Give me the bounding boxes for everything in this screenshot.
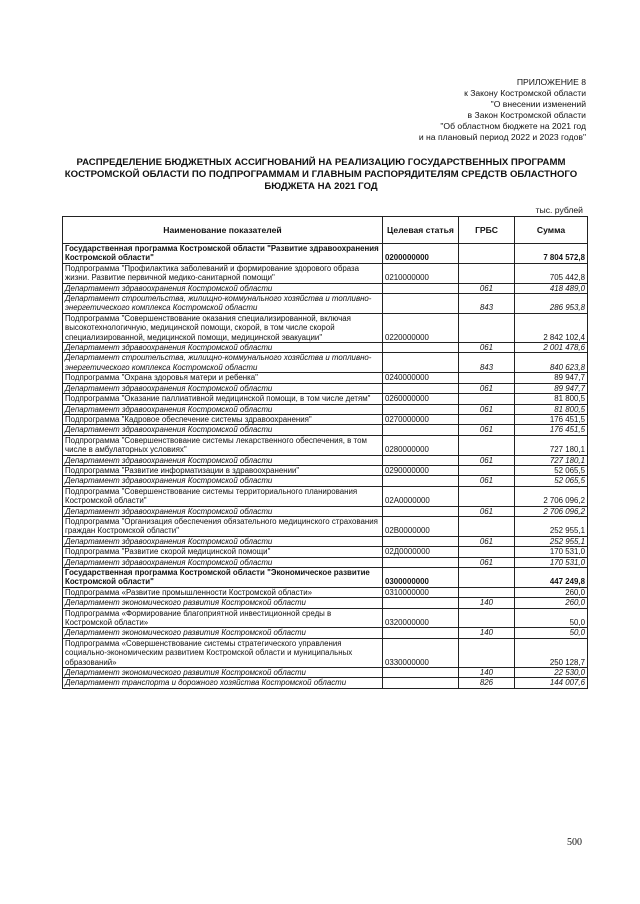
cell-sum: 260,0 (515, 598, 588, 608)
header-sum: Сумма (515, 217, 588, 244)
table-row (63, 373, 588, 383)
cell-grbs: 140 (459, 598, 515, 608)
cell-name: Подпрограмма «Совершенствование системы стратегического управления социально-экономическим развитием Костромской области и муниципальных образований» (63, 638, 383, 667)
cell-grbs: 061 (459, 404, 515, 414)
appendix-header (419, 77, 586, 143)
cell-target-article (383, 455, 459, 465)
table-row (63, 353, 588, 373)
table-body (63, 244, 588, 689)
cell-grbs: 061 (459, 283, 515, 293)
cell-name: Подпрограмма "Оказание паллиативной медицинской помощи, в том числе детям" (63, 394, 383, 404)
header-target-article: Целевая статья (383, 217, 459, 244)
cell-name: Департамент экономического развития Костромской области (63, 628, 383, 638)
cell-grbs (459, 547, 515, 557)
cell-target-article: 0300000000 (383, 568, 459, 588)
cell-grbs (459, 516, 515, 536)
cell-sum: 170 531,0 (515, 557, 588, 567)
budget-table (62, 216, 588, 689)
cell-grbs: 061 (459, 455, 515, 465)
cell-name: Департамент здравоохранения Костромской области (63, 536, 383, 546)
cell-grbs: 061 (459, 425, 515, 435)
cell-target-article (383, 678, 459, 688)
cell-name: Департамент транспорта и дорожного хозяйства Костромской области (63, 678, 383, 688)
cell-grbs: 061 (459, 557, 515, 567)
cell-sum: 176 451,5 (515, 425, 588, 435)
cell-name: Департамент экономического развития Костромской области (63, 598, 383, 608)
units-label: тыс. рублей (535, 205, 583, 215)
table-row (63, 465, 588, 475)
table-row (63, 678, 588, 688)
cell-sum: 727 180,1 (515, 455, 588, 465)
cell-sum: 260,0 (515, 587, 588, 597)
cell-grbs (459, 587, 515, 597)
cell-sum: 89 947,7 (515, 373, 588, 383)
cell-grbs: 843 (459, 294, 515, 314)
cell-sum: 170 531,0 (515, 547, 588, 557)
appendix-line: в Закон Костромской области (467, 110, 586, 120)
appendix-line: к Закону Костромской области (464, 88, 586, 98)
table-row (63, 598, 588, 608)
cell-name: Государственная программа Костромской области "Развитие здравоохранения Костромской области" (63, 244, 383, 264)
cell-name: Департамент здравоохранения Костромской области (63, 343, 383, 353)
header-name: Наименование показателей (63, 217, 383, 244)
cell-grbs (459, 313, 515, 342)
cell-sum: 418 489,0 (515, 283, 588, 293)
cell-target-article (383, 628, 459, 638)
cell-target-article (383, 404, 459, 414)
cell-sum: 7 804 572,8 (515, 244, 588, 264)
table-row (63, 263, 588, 283)
document-title: РАСПРЕДЕЛЕНИЕ БЮДЖЕТНЫХ АССИГНОВАНИЙ НА РЕАЛИЗАЦИЮ ГОСУДАРСТВЕННЫХ ПРОГРАММ КОСТРОМСКОЙ ОБЛАСТИ ПО ПОДПРОГРАММАМ И ГЛАВНЫМ РАСПОРЯДИТЕЛЯМ СРЕДСТВ ОБЛАСТНОГО БЮДЖЕТА НА 2021 ГОД (64, 157, 578, 192)
cell-grbs: 061 (459, 536, 515, 546)
table-header-row (63, 217, 588, 244)
cell-target-article: 0260000000 (383, 394, 459, 404)
cell-target-article (383, 383, 459, 393)
appendix-line: ПРИЛОЖЕНИЕ 8 (516, 77, 586, 87)
cell-target-article (383, 557, 459, 567)
cell-grbs (459, 465, 515, 475)
cell-target-article: 0310000000 (383, 587, 459, 597)
cell-name: Подпрограмма "Совершенствование оказания специализированной, включая высокотехнологичную, медицинской помощи, скорой, в том числе скорой специализированной, медицинской помощи, медицинской эвакуации" (63, 313, 383, 342)
cell-sum: 2 706 096,2 (515, 506, 588, 516)
table-row (63, 414, 588, 424)
cell-grbs (459, 435, 515, 455)
cell-name: Департамент здравоохранения Костромской области (63, 455, 383, 465)
cell-target-article (383, 353, 459, 373)
cell-sum: 727 180,1 (515, 435, 588, 455)
page-number: 500 (567, 837, 582, 848)
cell-target-article (383, 668, 459, 678)
table-row (63, 506, 588, 516)
cell-sum: 250 128,7 (515, 638, 588, 667)
cell-grbs: 061 (459, 343, 515, 353)
cell-target-article: 0280000000 (383, 435, 459, 455)
table-row (63, 587, 588, 597)
cell-sum: 22 530,0 (515, 668, 588, 678)
table-row (63, 455, 588, 465)
cell-name: Подпрограмма "Совершенствование системы территориального планирования Костромской области" (63, 486, 383, 506)
table-row (63, 557, 588, 567)
cell-name: Департамент здравоохранения Костромской области (63, 404, 383, 414)
table-row (63, 608, 588, 628)
cell-target-article: 02Д0000000 (383, 547, 459, 557)
cell-name: Департамент здравоохранения Костромской области (63, 557, 383, 567)
table-row (63, 313, 588, 342)
cell-sum: 252 955,1 (515, 536, 588, 546)
cell-grbs (459, 373, 515, 383)
appendix-line: и на плановый период 2022 и 2023 годов" (418, 132, 586, 142)
table-row (63, 294, 588, 314)
cell-sum: 52 065,5 (515, 476, 588, 486)
cell-target-article (383, 506, 459, 516)
cell-grbs (459, 263, 515, 283)
cell-target-article (383, 294, 459, 314)
table-row (63, 244, 588, 264)
table-row (63, 283, 588, 293)
appendix-line: "О внесении изменений (490, 99, 586, 109)
cell-sum: 2 001 478,6 (515, 343, 588, 353)
table-row (63, 404, 588, 414)
cell-target-article: 0270000000 (383, 414, 459, 424)
cell-name: Подпрограмма "Профилактика заболеваний и формирование здорового образа жизни. Развитие первичной медико-санитарной помощи" (63, 263, 383, 283)
cell-name: Подпрограмма «Формирование благоприятной инвестиционной среды в Костромской области» (63, 608, 383, 628)
cell-sum: 89 947,7 (515, 383, 588, 393)
cell-target-article: 0290000000 (383, 465, 459, 475)
cell-grbs: 061 (459, 476, 515, 486)
table-row (63, 383, 588, 393)
cell-target-article: 0330000000 (383, 638, 459, 667)
table-row (63, 476, 588, 486)
cell-target-article: 0200000000 (383, 244, 459, 264)
cell-sum: 2 706 096,2 (515, 486, 588, 506)
cell-name: Департамент строительства, жилищно-коммунального хозяйства и топливно-энергетического комплекса Костромской области (63, 294, 383, 314)
appendix-line: "Об областном бюджете на 2021 год (440, 121, 586, 131)
cell-target-article (383, 283, 459, 293)
cell-sum: 2 842 102,4 (515, 313, 588, 342)
cell-sum: 52 065,5 (515, 465, 588, 475)
cell-grbs: 061 (459, 506, 515, 516)
cell-grbs (459, 394, 515, 404)
cell-grbs: 140 (459, 628, 515, 638)
cell-sum: 705 442,8 (515, 263, 588, 283)
cell-target-article: 0240000000 (383, 373, 459, 383)
cell-sum: 286 953,8 (515, 294, 588, 314)
cell-sum: 50,0 (515, 608, 588, 628)
cell-target-article (383, 343, 459, 353)
cell-target-article: 02В0000000 (383, 516, 459, 536)
header-grbs: ГРБС (459, 217, 515, 244)
cell-name: Подпрограмма "Развитие скорой медицинской помощи" (63, 547, 383, 557)
cell-target-article (383, 536, 459, 546)
cell-name: Департамент здравоохранения Костромской области (63, 476, 383, 486)
cell-name: Подпрограмма "Кадровое обеспечение системы здравоохранения" (63, 414, 383, 424)
cell-name: Подпрограмма "Организация обеспечения обязательного медицинского страхования граждан Костромской области" (63, 516, 383, 536)
cell-target-article: 0210000000 (383, 263, 459, 283)
table-row (63, 628, 588, 638)
cell-grbs: 826 (459, 678, 515, 688)
table-row (63, 343, 588, 353)
cell-target-article: 0320000000 (383, 608, 459, 628)
table-row (63, 547, 588, 557)
table-row (63, 516, 588, 536)
cell-name: Подпрограмма "Совершенствование системы лекарственного обеспечения, в том числе в амбулаторных условиях" (63, 435, 383, 455)
cell-name: Департамент строительства, жилищно-коммунального хозяйства и топливно-энергетического комплекса Костромской области (63, 353, 383, 373)
cell-sum: 50,0 (515, 628, 588, 638)
cell-grbs (459, 414, 515, 424)
cell-grbs (459, 568, 515, 588)
table-row (63, 394, 588, 404)
cell-target-article (383, 476, 459, 486)
cell-grbs (459, 486, 515, 506)
cell-sum: 447 249,8 (515, 568, 588, 588)
cell-sum: 176 451,5 (515, 414, 588, 424)
cell-name: Подпрограмма «Развитие промышленности Костромской области» (63, 587, 383, 597)
table-row (63, 668, 588, 678)
table-row (63, 638, 588, 667)
cell-target-article (383, 425, 459, 435)
cell-target-article: 02А0000000 (383, 486, 459, 506)
table-row (63, 536, 588, 546)
cell-name: Департамент экономического развития Костромской области (63, 668, 383, 678)
cell-grbs (459, 244, 515, 264)
cell-sum: 81 800,5 (515, 394, 588, 404)
cell-target-article (383, 598, 459, 608)
cell-name: Департамент здравоохранения Костромской области (63, 506, 383, 516)
cell-sum: 81 800,5 (515, 404, 588, 414)
cell-grbs: 140 (459, 668, 515, 678)
cell-grbs (459, 638, 515, 667)
cell-sum: 144 007,6 (515, 678, 588, 688)
cell-sum: 252 955,1 (515, 516, 588, 536)
cell-grbs: 061 (459, 383, 515, 393)
table-row (63, 435, 588, 455)
table-row (63, 568, 588, 588)
table-row (63, 425, 588, 435)
cell-name: Государственная программа Костромской области "Экономическое развитие Костромской области" (63, 568, 383, 588)
cell-name: Департамент здравоохранения Костромской области (63, 383, 383, 393)
cell-grbs (459, 608, 515, 628)
cell-sum: 840 623,8 (515, 353, 588, 373)
table-row (63, 486, 588, 506)
cell-name: Департамент здравоохранения Костромской области (63, 283, 383, 293)
cell-target-article: 0220000000 (383, 313, 459, 342)
cell-grbs: 843 (459, 353, 515, 373)
cell-name: Подпрограмма "Охрана здоровья матери и ребенка" (63, 373, 383, 383)
cell-name: Департамент здравоохранения Костромской области (63, 425, 383, 435)
cell-name: Подпрограмма "Развитие информатизации в здравоохранении" (63, 465, 383, 475)
